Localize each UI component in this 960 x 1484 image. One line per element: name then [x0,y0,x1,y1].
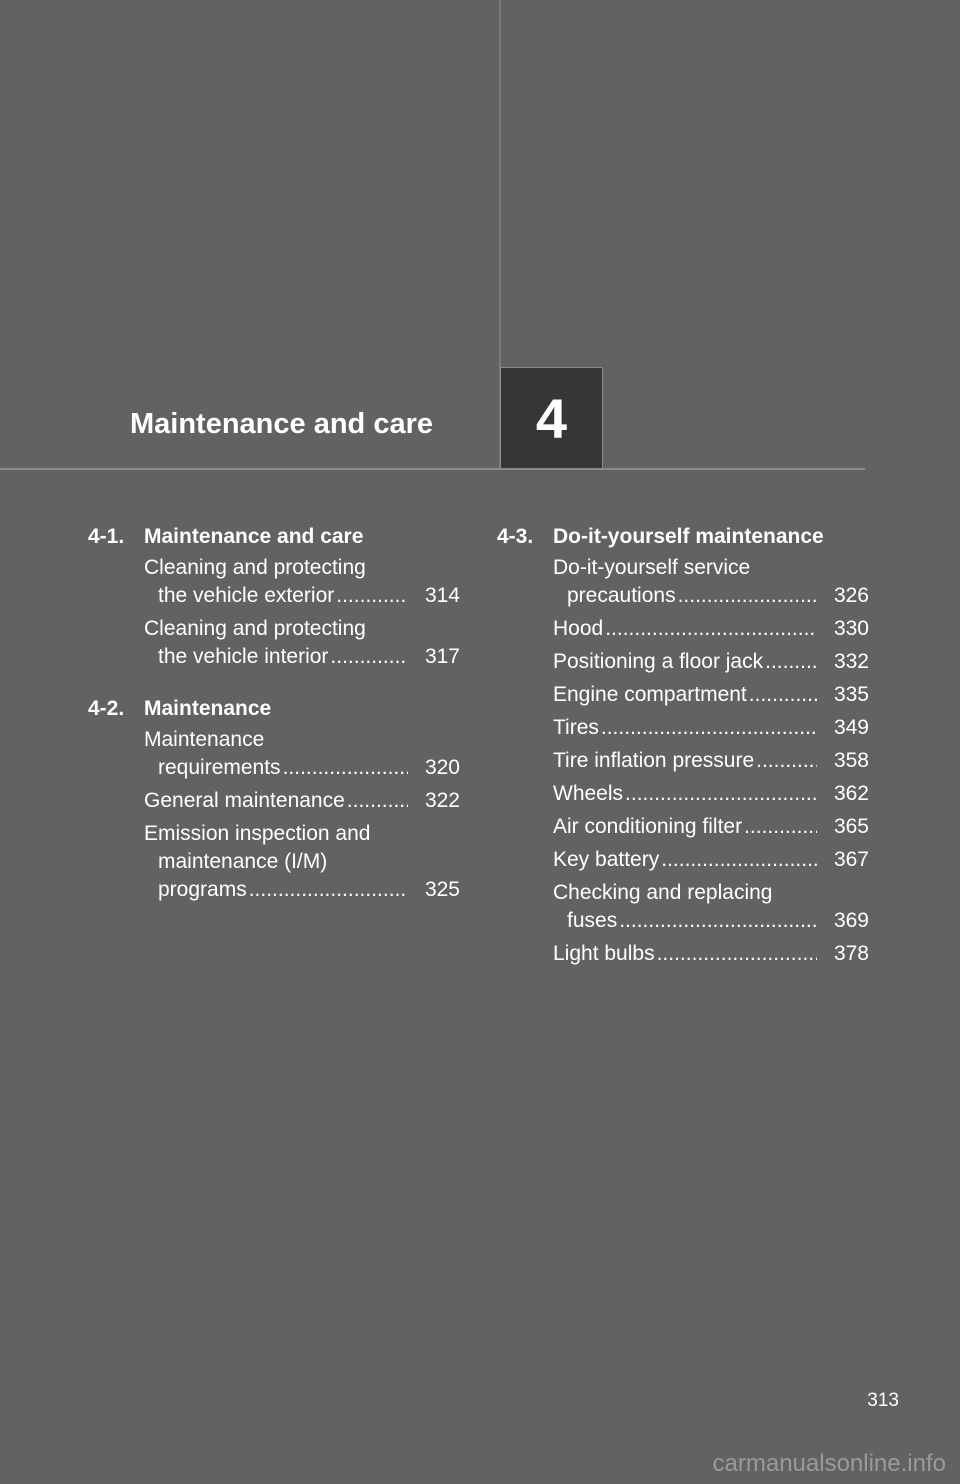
toc-entry[interactable] [144,613,460,674]
dot-leader [765,648,817,676]
toc-entry[interactable] [144,552,460,613]
entry-title: requirements [158,756,281,779]
dot-leader [336,582,408,610]
dot-leader [283,754,408,782]
dot-leader [330,643,408,671]
toc-entry[interactable] [144,818,460,907]
entry-title: Hood [553,617,604,640]
entry-page-number: 320 [424,756,460,779]
entry-page-number: 322 [424,789,460,812]
toc-entry[interactable] [144,785,460,818]
entry-title: Tires [553,716,599,739]
entry-leader-line [553,846,869,874]
entry-page-number: 335 [833,683,869,706]
entry-text-line: Cleaning and protecting [144,556,366,579]
entry-title: the vehicle exterior [158,584,335,607]
entry-leader-line [144,754,460,782]
dot-leader [601,714,817,742]
entry-leader-line [144,787,460,815]
entry-text-line: Cleaning and protecting [144,617,366,640]
entry-title: Key battery [553,848,660,871]
entry-leader-line [144,643,460,671]
toc-entry[interactable] [553,552,869,613]
toc-entry[interactable] [553,778,869,811]
entry-page-number: 330 [833,617,869,640]
toc-entry[interactable] [144,724,460,785]
toc-entry[interactable] [553,712,869,745]
section-heading [88,694,468,724]
toc-column-right [497,522,877,991]
toc-entry[interactable] [553,938,869,971]
entry-leader-line [144,582,460,610]
dot-leader [605,615,817,643]
entry-title: Light bulbs [553,942,655,965]
entry-title: Positioning a floor jack [553,650,764,673]
entry-text-line: Checking and replacing [553,881,773,904]
entry-leader-line [553,648,869,676]
entry-leader-line [553,714,869,742]
entry-leader-line [553,813,869,841]
entry-leader-line [553,747,869,775]
entry-title: fuses [567,909,618,932]
entry-text-line: maintenance (I/M) [158,850,328,873]
toc-entry[interactable] [553,613,869,646]
dot-leader [619,907,817,935]
entry-title: precautions [567,584,676,607]
dot-leader [756,747,817,775]
entry-leader-line [553,582,869,610]
chapter-horizontal-rule [0,468,865,470]
entry-leader-line [553,615,869,643]
dot-leader [678,582,817,610]
dot-leader [249,876,408,904]
entry-title: Air conditioning filter [553,815,743,838]
section-number: 4-1. [88,525,125,548]
entry-title: Wheels [553,782,624,805]
entry-page-number: 317 [424,645,460,668]
section-heading [497,522,877,552]
toc-entry[interactable] [553,877,869,938]
toc-entry[interactable] [553,844,869,877]
entry-page-number: 378 [833,942,869,965]
entry-page-number: 325 [424,878,460,901]
entry-title: Tire inflation pressure [553,749,755,772]
entry-leader-line [553,681,869,709]
entry-page-number: 362 [833,782,869,805]
entry-page-number: 326 [833,584,869,607]
watermark-text: carmanualsonline.info [712,1450,946,1477]
entry-leader-line [553,907,869,935]
entry-page-number: 358 [833,749,869,772]
chapter-number-box [500,367,603,469]
entry-leader-line [553,940,869,968]
toc-section [497,522,877,971]
entry-leader-line [553,780,869,808]
section-heading [88,522,468,552]
chapter-title: Maintenance and care [130,408,433,440]
toc-entry[interactable] [553,646,869,679]
toc-entry[interactable] [553,679,869,712]
entry-page-number: 349 [833,716,869,739]
section-title: Maintenance [144,697,272,720]
entry-title: Engine compartment [553,683,747,706]
dot-leader [657,940,817,968]
entry-title: the vehicle interior [158,645,329,668]
entry-page-number: 369 [833,909,869,932]
toc-entry[interactable] [553,745,869,778]
section-title: Maintenance and care [144,525,364,548]
dot-leader [744,813,817,841]
entry-page-number: 367 [833,848,869,871]
entry-page-number: 314 [424,584,460,607]
toc-column-left [88,522,468,927]
entry-text-line: Do-it-yourself service [553,556,751,579]
toc-entry[interactable] [553,811,869,844]
entry-page-number: 332 [833,650,869,673]
toc-section [88,522,468,674]
section-number: 4-2. [88,697,125,720]
entry-text-line: Maintenance [144,728,265,751]
chapter-number: 4 [535,386,568,450]
dot-leader [625,780,817,808]
entry-page-number: 365 [833,815,869,838]
entry-title: General maintenance [144,789,345,812]
section-title: Do-it-yourself maintenance [553,525,824,548]
page-number: 313 [867,1390,899,1411]
dot-leader [749,681,817,709]
entry-title: programs [158,878,247,901]
dot-leader [661,846,817,874]
toc-section [88,694,468,907]
dot-leader [347,787,408,815]
entry-text-line: Emission inspection and [144,822,371,845]
entry-leader-line [144,876,460,904]
section-number: 4-3. [497,525,534,548]
